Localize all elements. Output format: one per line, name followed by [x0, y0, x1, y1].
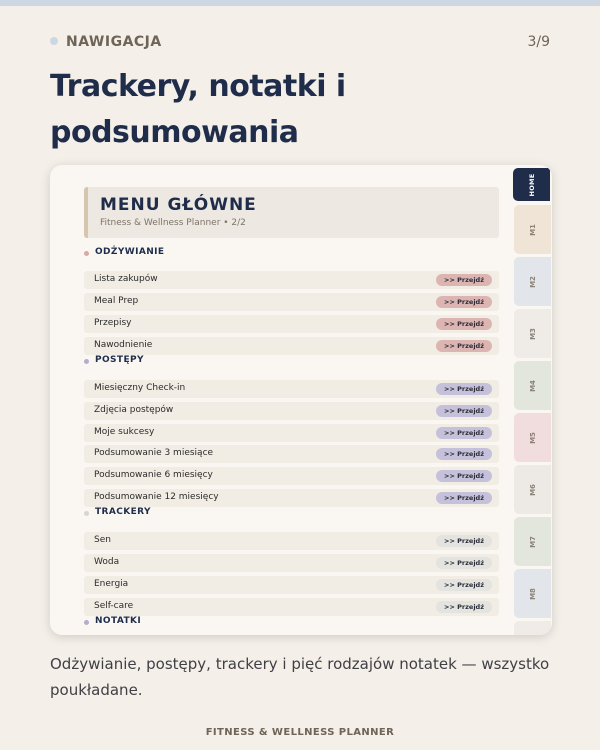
goto-button[interactable]: >> Przejdź — [436, 601, 492, 613]
goto-button[interactable]: >> Przejdź — [436, 535, 492, 547]
page-indicator: 3/9 — [527, 34, 550, 50]
tab-home[interactable] — [513, 168, 550, 201]
goto-button[interactable]: >> Przejdź — [436, 579, 492, 591]
section-label: NAWIGACJA — [66, 34, 162, 50]
section-dot-icon — [84, 511, 89, 516]
section-dot-icon — [84, 620, 89, 625]
section-header — [50, 34, 550, 54]
goto-button[interactable]: >> Przejdź — [436, 274, 492, 286]
section-label: POSTĘPY — [95, 355, 144, 365]
menu-row[interactable] — [84, 445, 499, 463]
menu-row-label: Woda — [94, 557, 120, 567]
menu-row-label: Self-care — [94, 601, 134, 611]
tab-m4[interactable] — [514, 361, 551, 410]
section-dot-icon — [84, 359, 89, 364]
menu-row-label: Nawodnienie — [94, 340, 153, 350]
page-title: Trackery, notatki i podsumowania — [50, 69, 346, 150]
goto-button[interactable]: >> Przejdź — [436, 405, 492, 417]
menu-row-label: Zdjęcia postępów — [94, 405, 174, 415]
section-label: TRACKERY — [95, 507, 151, 517]
goto-button[interactable]: >> Przejdź — [436, 383, 492, 395]
goto-button[interactable]: >> Przejdź — [436, 427, 492, 439]
tab-label: M7 — [528, 535, 537, 548]
menu-row[interactable] — [84, 424, 499, 442]
tab-label: HOME — [527, 172, 536, 197]
planner-preview — [50, 165, 552, 635]
goto-button[interactable]: >> Przejdź — [436, 557, 492, 569]
menu-row-label: Przepisy — [94, 318, 132, 328]
tab-label: M1 — [528, 223, 537, 236]
tab-m7[interactable] — [514, 517, 551, 566]
tab-label: M4 — [528, 379, 537, 392]
tab-m5[interactable] — [514, 413, 551, 462]
menu-header — [84, 187, 499, 238]
tab-m6[interactable] — [514, 465, 551, 514]
menu-subtitle: Fitness & Wellness Planner • 2/2 — [100, 218, 246, 228]
tab-label: M5 — [528, 431, 537, 444]
goto-button[interactable]: >> Przejdź — [436, 470, 492, 482]
bullet-dot-icon — [50, 37, 58, 45]
menu-row-label: Miesięczny Check-in — [94, 383, 186, 393]
menu-row-label: Lista zakupów — [94, 274, 158, 284]
menu-row[interactable] — [84, 402, 499, 420]
menu-row[interactable] — [84, 576, 499, 594]
menu-row[interactable] — [84, 532, 499, 550]
section-label: NOTATKI — [95, 616, 142, 626]
menu-row[interactable] — [84, 467, 499, 485]
tab-label: M8 — [528, 587, 537, 600]
tab-m3[interactable] — [514, 309, 551, 358]
menu-row[interactable] — [84, 554, 499, 572]
menu-row[interactable] — [84, 337, 499, 355]
section-dot-icon — [84, 251, 89, 256]
tab-m1[interactable] — [514, 205, 551, 254]
top-accent-bar — [0, 0, 600, 6]
menu-row[interactable] — [84, 598, 499, 616]
caption: Odżywianie, postępy, trackery i pięć rodzajów notatek — wszystko poukładane. — [50, 655, 550, 699]
menu-row[interactable] — [84, 489, 499, 507]
menu-row-label: Meal Prep — [94, 296, 139, 306]
menu-title: MENU GŁÓWNE — [100, 195, 257, 215]
goto-button[interactable]: >> Przejdź — [436, 492, 492, 504]
side-tab-bar — [512, 165, 552, 635]
section-label: ODŻYWIANIE — [95, 247, 165, 257]
menu-row[interactable] — [84, 271, 499, 289]
menu-row[interactable] — [84, 293, 499, 311]
tab-label: M2 — [528, 275, 537, 288]
goto-button[interactable]: >> Przejdź — [436, 448, 492, 460]
menu-row-label: Podsumowanie 6 miesięcy — [94, 470, 213, 480]
goto-button[interactable]: >> Przejdź — [436, 340, 492, 352]
menu-row-label: Podsumowanie 3 miesiące — [94, 448, 214, 458]
menu-row-label: Sen — [94, 535, 111, 545]
menu-row-label: Podsumowanie 12 miesięcy — [94, 492, 219, 502]
tab-more[interactable] — [514, 621, 551, 635]
menu-row[interactable] — [84, 380, 499, 398]
menu-row[interactable] — [84, 315, 499, 333]
goto-button[interactable]: >> Przejdź — [436, 296, 492, 308]
goto-button[interactable]: >> Przejdź — [436, 318, 492, 330]
tab-label: M6 — [528, 483, 537, 496]
footer-brand: FITNESS & WELLNESS PLANNER — [205, 727, 395, 738]
tab-m8[interactable] — [514, 569, 551, 618]
menu-row-label: Energia — [94, 579, 129, 589]
tab-m2[interactable] — [514, 257, 551, 306]
tab-label: M3 — [528, 327, 537, 340]
menu-row-label: Moje sukcesy — [94, 427, 155, 437]
